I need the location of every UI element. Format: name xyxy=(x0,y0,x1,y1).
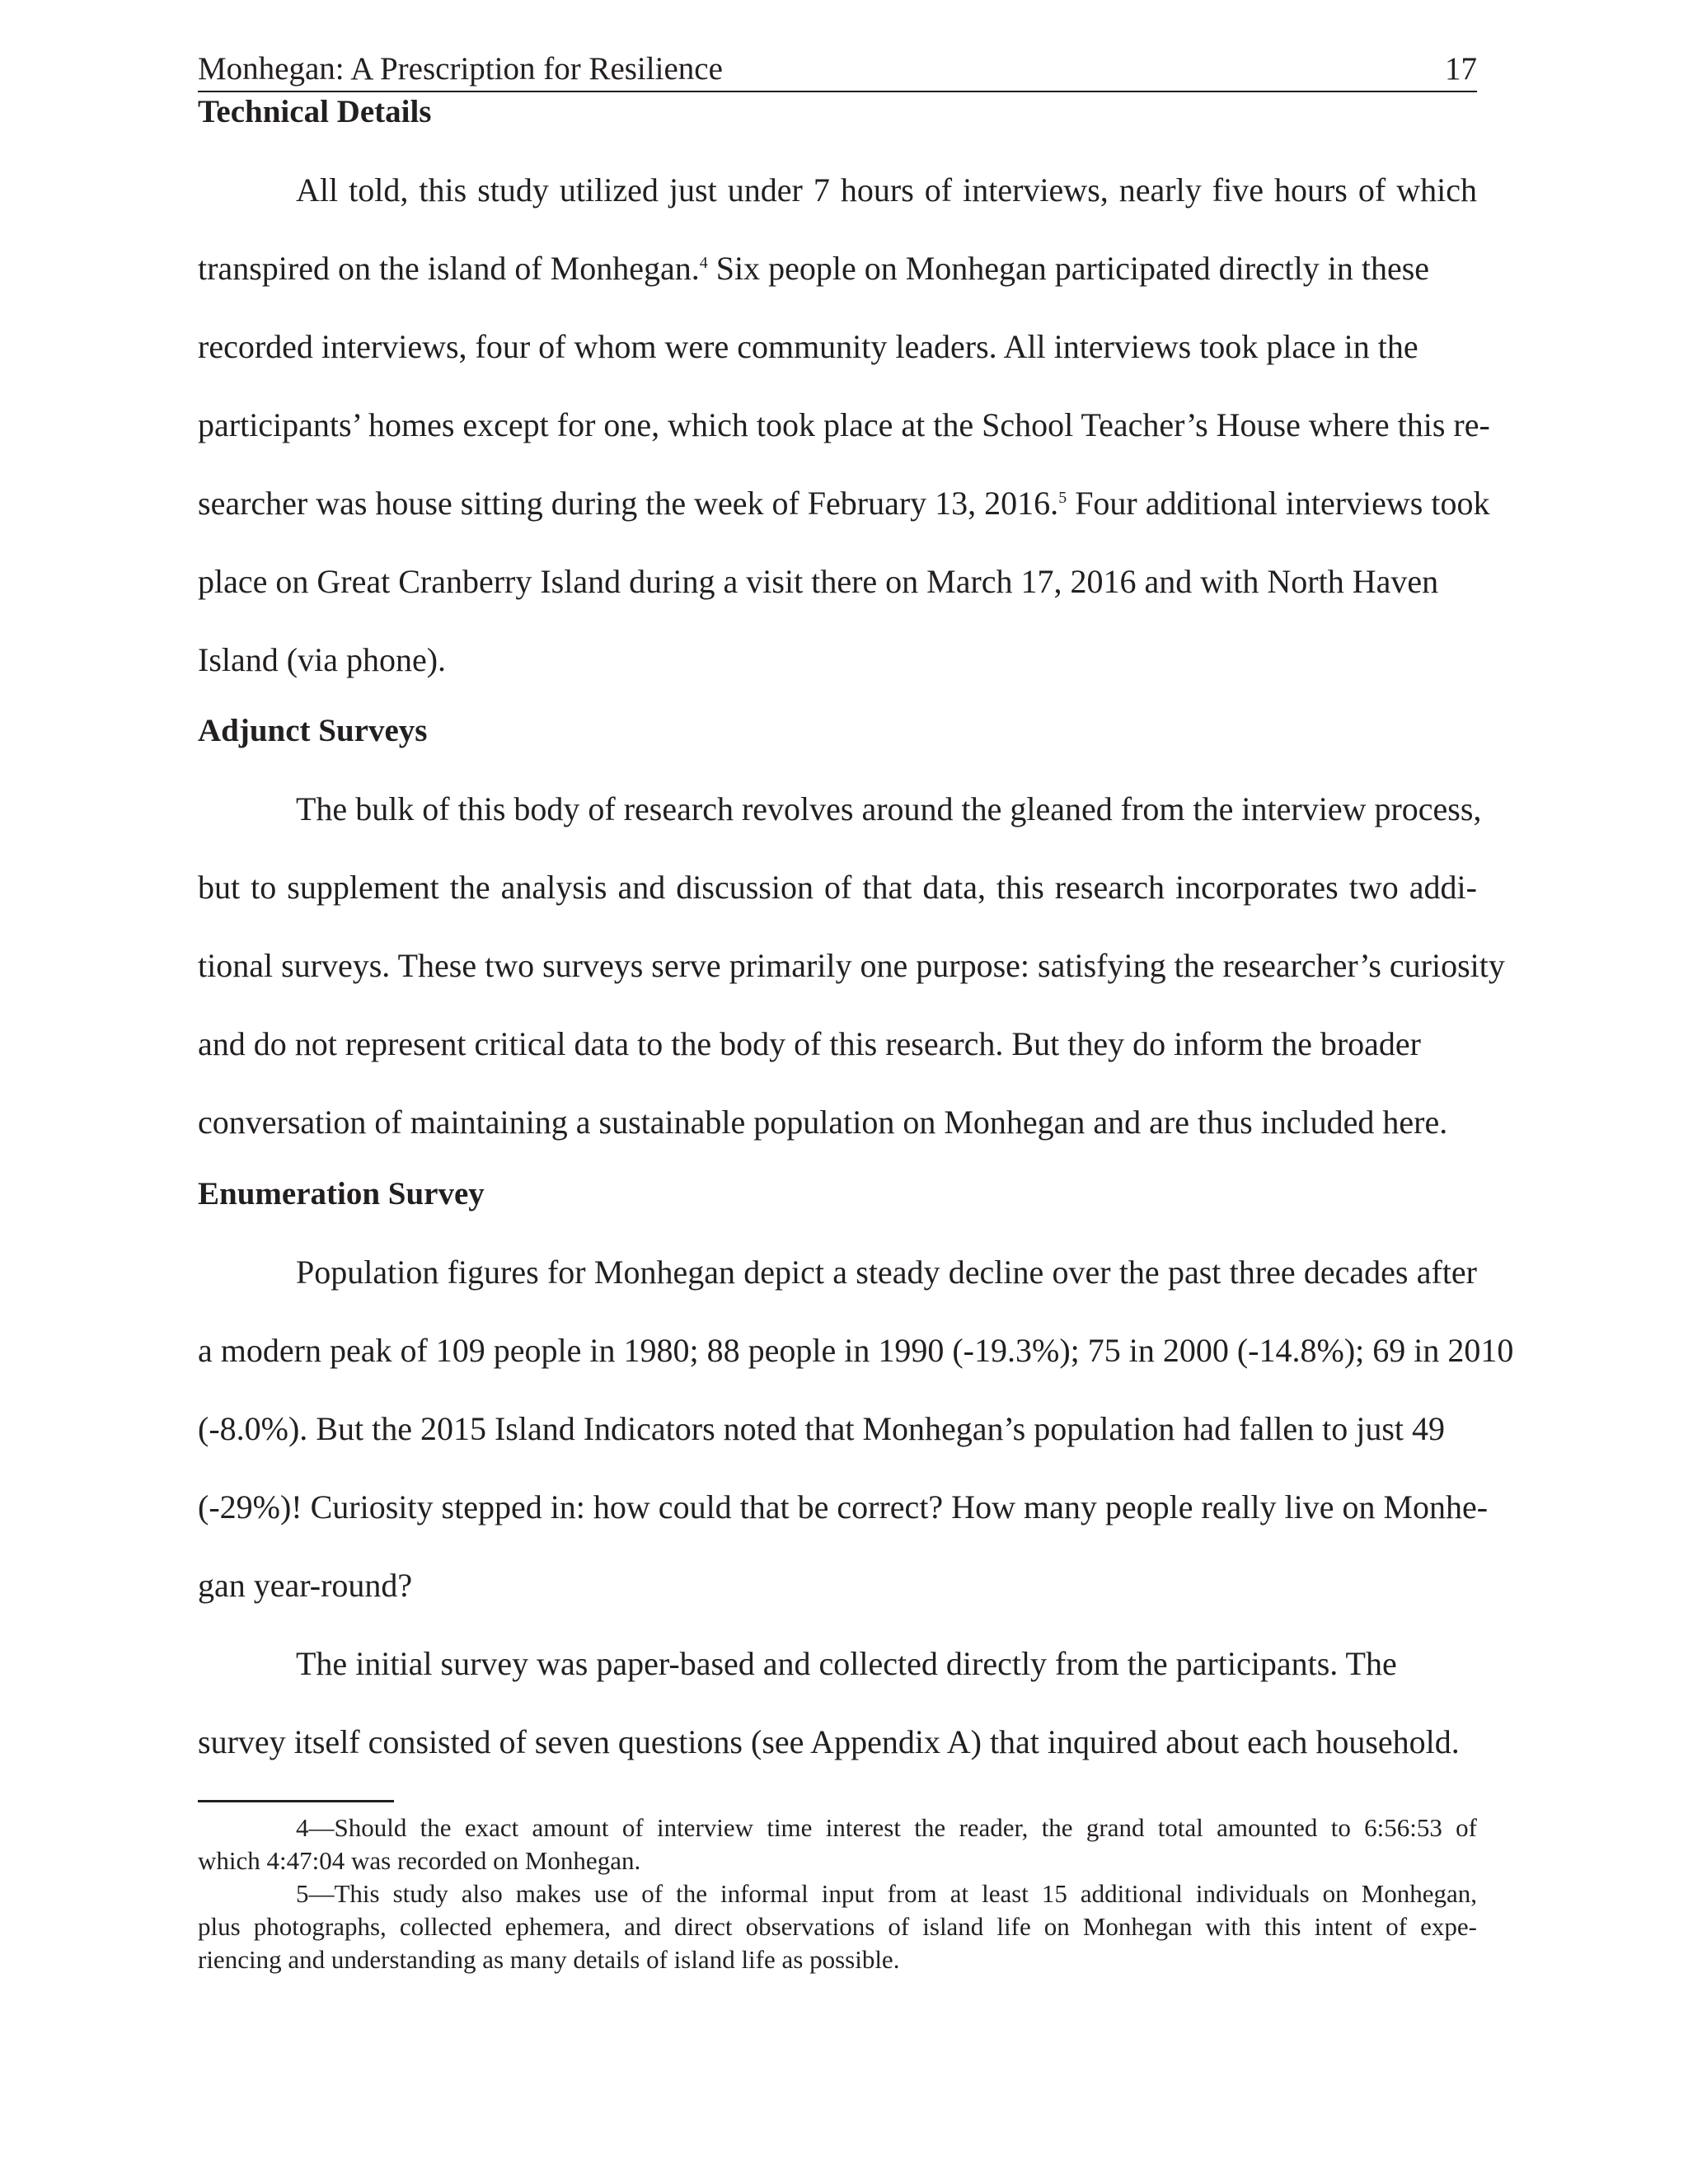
text-span: transpired on the island of Monhegan. xyxy=(198,250,700,287)
paragraph-line: tional surveys. These two surveys serve primarily one purpose: satisfying the researcher’s curiosity xyxy=(198,947,1505,984)
paragraph-line: Population figures for Monhegan depict a steady decline over the past three decades after xyxy=(296,1254,1477,1291)
footnote-line: which 4:47:04 was recorded on Monhegan. xyxy=(198,1846,641,1875)
paragraph-line: conversation of maintaining a sustainable population on Monhegan and are thus included here. xyxy=(198,1104,1448,1141)
footnote-reference-4[interactable]: 4 xyxy=(699,254,708,272)
section-heading-adjunct-surveys: Adjunct Surveys xyxy=(198,713,428,748)
paragraph-line: participants’ homes except for one, which took place at the School Teacher’s House where this re- xyxy=(198,406,1490,443)
paragraph-line: survey itself consisted of seven questions (see Appendix A) that inquired about each household. xyxy=(198,1723,1460,1760)
footnote-line: riencing and understanding as many details of island life as possible. xyxy=(198,1945,900,1974)
footnote-line: plus photographs, collected ephemera, and direct observations of island life on Monhegan with this intent of expe- xyxy=(198,1912,1477,1941)
footnote-line: 4—Should the exact amount of interview time interest the reader, the grand total amounted to 6:56:53 of xyxy=(296,1813,1477,1842)
paragraph-line: gan year-round? xyxy=(198,1567,413,1604)
paragraph-line: but to supplement the analysis and discussion of that data, this research incorporates two addi- xyxy=(198,869,1477,906)
paragraph-line: Island (via phone). xyxy=(198,641,447,678)
document-page xyxy=(198,0,1514,2184)
paragraph-line: The initial survey was paper-based and collected directly from the participants. The xyxy=(296,1645,1397,1682)
paragraph-line: and do not represent critical data to the body of this research. But they do inform the broader xyxy=(198,1025,1421,1062)
paragraph-line xyxy=(198,248,1477,289)
paragraph-line: (-8.0%). But the 2015 Island Indicators noted that Monhegan’s population had fallen to just 49 xyxy=(198,1410,1446,1447)
paragraph-line: place on Great Cranberry Island during a visit there on March 17, 2016 and with North Haven xyxy=(198,563,1439,600)
text-span: Six people on Monhegan participated directly in these xyxy=(715,250,1430,287)
paragraph-line: a modern peak of 109 people in 1980; 88 people in 1990 (-19.3%); 75 in 2000 (-14.8%); 69 in 2010 xyxy=(198,1332,1514,1369)
paragraph-line: The bulk of this body of research revolves around the gleaned from the interview process, xyxy=(296,790,1482,827)
text-span: searcher was house sitting during the week of February 13, 2016. xyxy=(198,485,1059,522)
footnote-divider xyxy=(198,1800,394,1802)
paragraph-line: (-29%)! Curiosity stepped in: how could that be correct? How many people really live on Monhe- xyxy=(198,1488,1489,1526)
section-heading-enumeration-survey: Enumeration Survey xyxy=(198,1176,485,1212)
footnote-reference-5[interactable]: 5 xyxy=(1058,489,1067,507)
paragraph-line: recorded interviews, four of whom were community leaders. All interviews took place in the xyxy=(198,328,1418,365)
footnote-line: 5—This study also makes use of the informal input from at least 15 additional individuals on Monhegan, xyxy=(296,1879,1477,1908)
text-span: Four additional interviews took xyxy=(1075,485,1490,522)
running-head-title: Monhegan: A Prescription for Resilience xyxy=(198,51,723,87)
paragraph-line xyxy=(198,483,1490,524)
paragraph-line: All told, this study utilized just under 7 hours of interviews, nearly five hours of which xyxy=(296,171,1477,209)
page-number: 17 xyxy=(1445,51,1477,87)
section-heading-technical-details: Technical Details xyxy=(198,94,432,129)
running-head xyxy=(198,48,1477,92)
